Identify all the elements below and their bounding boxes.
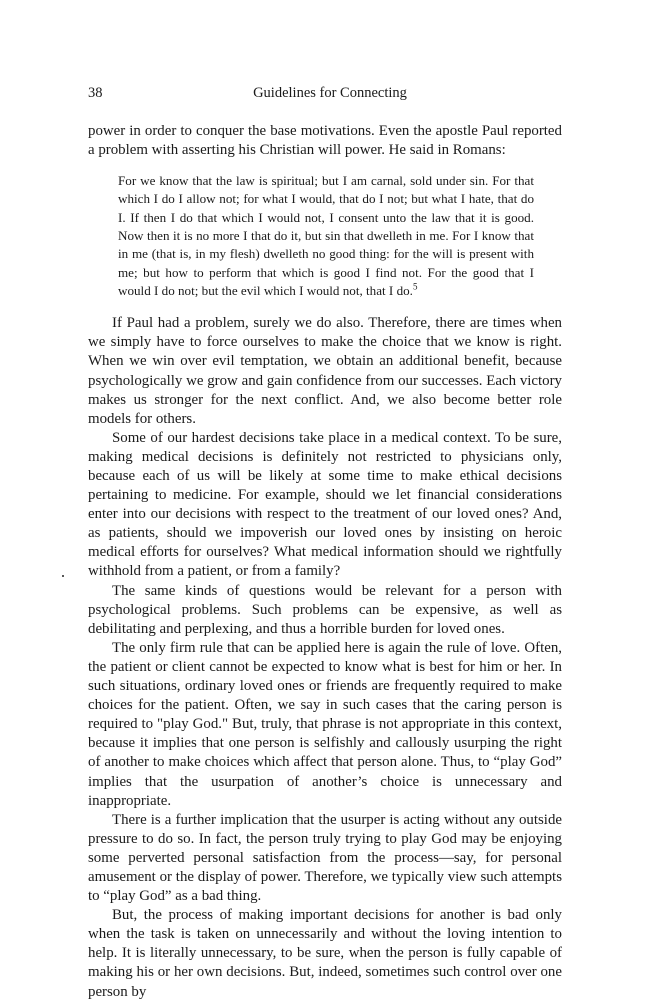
page-number: 38 [88, 85, 103, 101]
scripture-quote-text: For we know that the law is spiritual; but I am carnal, sold under sin. For that which I do I allow not; for what I would, that do I not; but what I hate, that do I. If then I do that which I would not, I consent unto the law that it is good. Now then it is no more I that do it, but sin that dwelleth in me. For I know that in me (that is, in my flesh) dwelleth no good thing: for the will is present with me; but how to perform that which is good I find not. For the good that I would I do not; but the evil which I would not, that I do. [118, 173, 534, 298]
margin-mark [62, 575, 64, 577]
page-body [88, 122, 562, 1002]
scripture-quote [118, 172, 534, 300]
running-head [88, 83, 562, 103]
paragraph-3: Some of our hardest decisions take place in a medical context. To be sure, making medical decisions is definitely not restricted to physicians only, because each of us will be likely at some time to make ethical decisions pertaining to medicine. For example, should we let financial considerations enter into our decisions with respect to the treatment of our loved ones? And, as patients, should we impoverish our loved ones by insisting on heroic medical efforts for ourselves? What medical information should we rightfully withhold from a patient, or from a family? [88, 429, 562, 580]
paragraph-1: power in order to conquer the base motivations. Even the apostle Paul reported a problem with asserting his Christian will power. He said in Romans: [88, 123, 562, 159]
footnote-marker: 5 [412, 281, 418, 292]
paragraph-5: The only firm rule that can be applied here is again the rule of love. Often, the patient or client cannot be expected to know what is best for him or her. In such situations, ordinary loved ones or friends are frequently required to make choices for the patient. Often, we say in such cases that the caring person is required to "play God." But, truly, that phrase is not appropriate in this context, because it implies that one person is selfishly and callously usurping the right of another to make choices which affect that person alone. Thus, to “play God” implies that the usurpation of another’s choice is unnecessary and inappropriate. [88, 639, 562, 809]
paragraph-2: If Paul had a problem, surely we do also. Therefore, there are times when we simply have to force ourselves to make the choice that we know is right. When we win over evil temptation, we obtain an additional benefit, because psychologically we grow and gain confidence from our successes. Each victory makes us stronger for the next conflict. And, we also become better role models for others. [88, 315, 562, 427]
paragraph-4: The same kinds of questions would be relevant for a person with psychological problems. Such problems can be expensive, as well as debilitating and perplexing, and thus a horrible burden for loved ones. [88, 582, 562, 637]
running-title: Guidelines for Connecting [253, 85, 407, 101]
paragraph-6: There is a further implication that the usurper is acting without any outside pressure to do so. In fact, the person truly trying to play God may be enjoying some perverted personal satisfaction from the process—say, for personal amusement or the display of power. Therefore, we typically view such attempts to “play God” as a bad thing. [88, 811, 562, 905]
paragraph-7: But, the process of making important decisions for another is bad only when the task is taken on unnecessarily and without the loving intention to help. It is literally unnecessary, to be sure, when the person is fully capable of making his or her own decisions. But, indeed, sometimes such control over one person by [88, 907, 562, 1000]
